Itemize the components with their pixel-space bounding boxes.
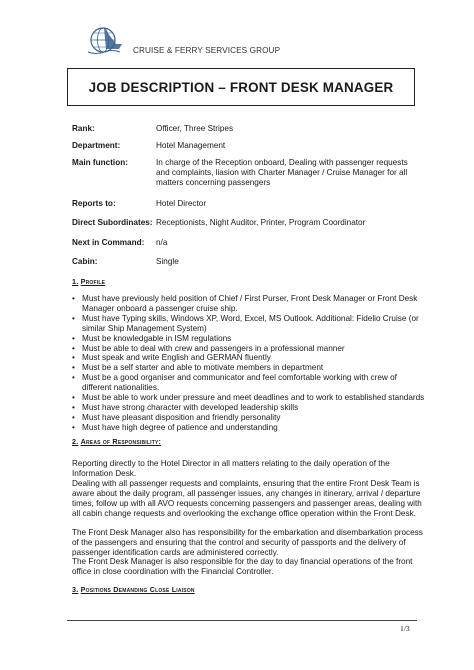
list-item-text: Must have previously held position of Chief / First Purser, Front Desk Manager or Front Desk Manager onboard a passenger cruise ship. xyxy=(82,294,418,313)
next-in-command-value: n/a xyxy=(156,238,168,247)
bullet-icon: • xyxy=(72,333,75,343)
list-item-text: Must be able to deal with crew and passengers in a professional manner xyxy=(82,343,345,353)
list-item xyxy=(72,413,428,423)
section-responsibility-heading xyxy=(72,437,161,446)
list-item-text: Must have high degree of patience and understanding xyxy=(82,422,278,432)
list-item-text: Must be knowledgable in ISM regulations xyxy=(82,333,232,343)
company-name: CRUISE & FERRY SERVICES GROUP xyxy=(133,46,281,55)
footer-divider xyxy=(67,620,417,621)
section-title: Profile xyxy=(80,277,106,286)
list-item-text: Must speak and write English and GERMAN fluently xyxy=(82,353,271,363)
responsibility-paragraph: Reporting directly to the Hotel Director in all matters relating to the daily operation of the Information Desk. xyxy=(72,459,390,478)
section-number: 3. xyxy=(72,585,79,594)
section-title: Positions Demanding Close Liaison xyxy=(80,585,195,594)
responsibility-paragraph: Dealing with all passenger requests and complaints, ensuring that the entire Front Desk Team is aware about the daily program, all passenger issues, any changes in itinerary, arrival / departure times, follow up with all AVO requests concerning passengers and passenger areas, dealing with all cabin change requests and overlooking the exchange office operation within the Front Desk. xyxy=(72,479,422,518)
department-value: Hotel Management xyxy=(156,141,226,150)
list-item-text: Must be able to work under pressure and meet deadlines and to work to established standards xyxy=(82,393,425,403)
bullet-icon: • xyxy=(72,412,75,422)
section-profile-heading xyxy=(72,277,105,286)
list-item-text: Must have strong character with developed leadership skills xyxy=(82,402,299,412)
list-item-text: Must have Typing skills, Windows XP, Word, Excel, MS Outlook. Additional: Fidelio Cruise (or similar Ship Management System) xyxy=(82,313,419,333)
reports-to-value: Hotel Director xyxy=(156,199,207,208)
bullet-icon: • xyxy=(72,402,75,412)
list-item xyxy=(72,353,428,363)
bullet-icon: • xyxy=(72,294,75,303)
list-item-text: Must be a good organiser and communicator and feel comfortable working with crew of different nationalities. xyxy=(82,373,397,393)
list-item xyxy=(72,294,428,314)
bullet-icon: • xyxy=(72,363,75,373)
next-in-command-label: Next in Command: xyxy=(72,238,145,247)
cabin-value: Single xyxy=(156,257,179,266)
bullet-icon: • xyxy=(72,373,75,383)
responsibility-paragraph: The Front Desk Manager is also responsible for the day to day financial operations of the front office in close coordination with the Financial Controller. xyxy=(72,557,413,576)
main-function-value: In charge of the Reception onboard, Dealing with passenger requests and complaints, liasion with Charter Manager / Cruise Manager for all matters concerning passengers xyxy=(156,158,408,188)
document-title: JOB DESCRIPTION – FRONT DESK MANAGER xyxy=(88,79,394,95)
department-label: Department: xyxy=(72,141,121,150)
bullet-icon: • xyxy=(72,422,75,432)
list-item xyxy=(72,373,428,393)
list-item xyxy=(72,403,428,413)
reports-to-label: Reports to: xyxy=(72,199,116,208)
bullet-icon: • xyxy=(72,353,75,363)
rank-label: Rank: xyxy=(72,124,95,133)
page-number: 1/3 xyxy=(400,624,410,633)
bullet-icon: • xyxy=(72,313,75,323)
responsibility-paragraph: The Front Desk Manager also has responsibility for the embarkation and disembarkation process of the passengers and ensuring that the control and security of passports and the delivery of passenger identification cards are administered correctly. xyxy=(72,528,423,557)
list-item xyxy=(72,334,428,344)
main-function-label: Main function: xyxy=(72,158,128,167)
cabin-label: Cabin: xyxy=(72,257,98,266)
list-item xyxy=(72,423,428,433)
section-number: 2. xyxy=(72,437,79,446)
section-number: 1. xyxy=(72,277,79,286)
list-item-text: Must have pleasant disposition and friendly personality xyxy=(82,412,281,422)
globe-ship-logo-icon xyxy=(86,24,126,58)
title-box xyxy=(67,68,415,106)
list-item xyxy=(72,363,428,373)
profile-bullet-list xyxy=(72,294,428,433)
list-item xyxy=(72,314,428,334)
bullet-icon: • xyxy=(72,393,75,403)
list-item xyxy=(72,393,428,403)
section-title: Areas of Responsibility: xyxy=(80,437,162,446)
rank-value: Officer, Three Stripes xyxy=(156,124,234,133)
direct-subordinates-label: Direct Subordinates: xyxy=(72,218,153,227)
section-liaison-heading xyxy=(72,585,195,594)
list-item xyxy=(72,344,428,354)
direct-subordinates-value: Receptionists, Night Auditor, Printer, Program Coordinator xyxy=(156,218,366,227)
bullet-icon: • xyxy=(72,343,75,353)
list-item-text: Must be a self starter and able to motivate members in department xyxy=(82,363,324,373)
